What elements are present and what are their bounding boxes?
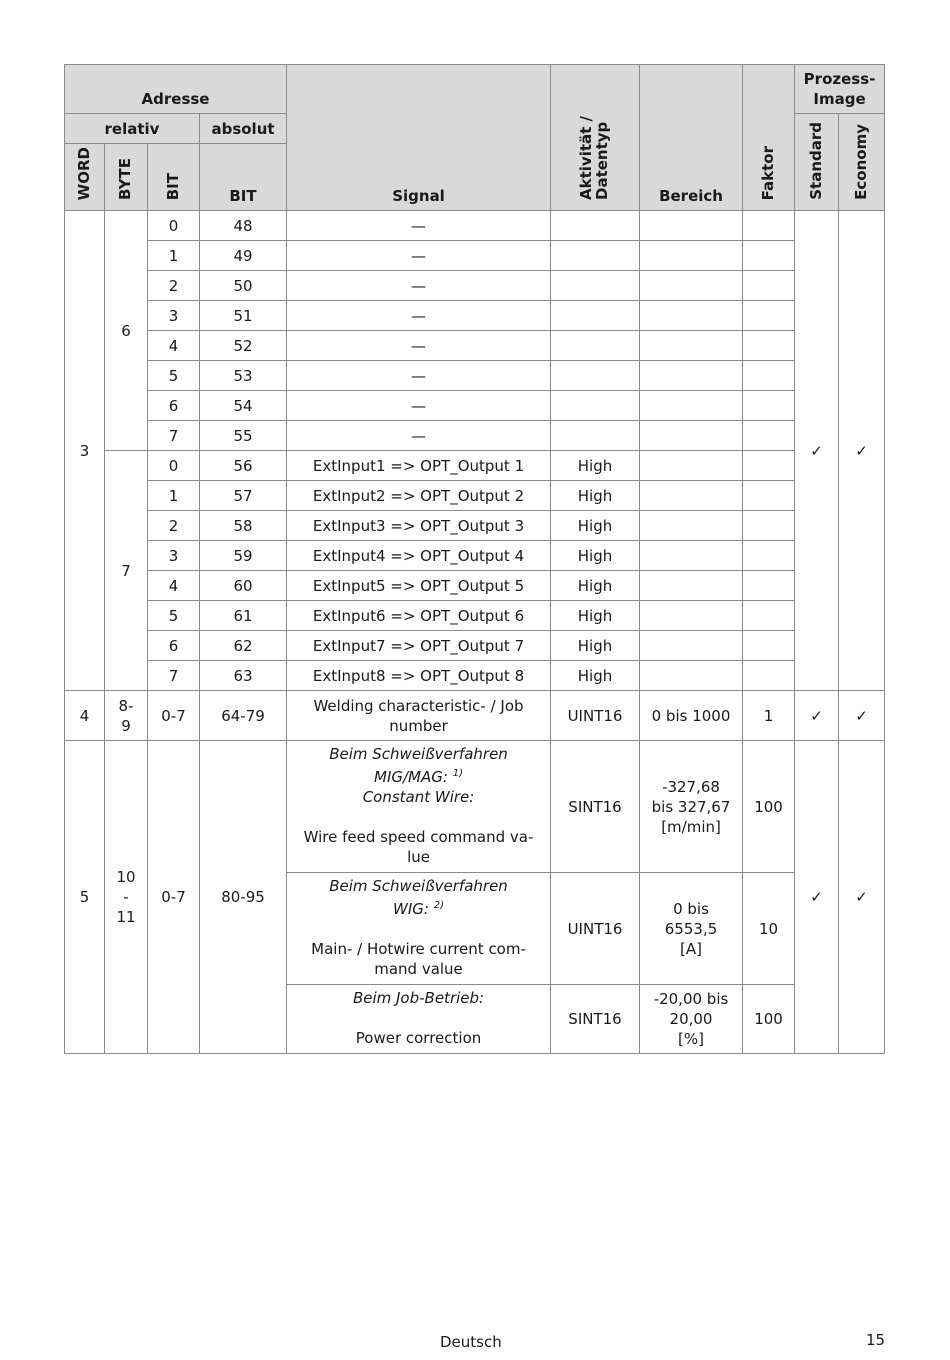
header-absolut: absolut <box>200 114 287 144</box>
signal-cell: Beim Schweißverfahren WIG: $^{2)}$ Main- / Hotwire current com- mand value <box>287 873 551 985</box>
factor-cell <box>743 391 795 421</box>
bit-cell: 3 <box>148 541 200 571</box>
factor-cell: 100 <box>743 741 795 873</box>
abs-bit-cell: 52 <box>200 331 287 361</box>
type-cell <box>551 421 640 451</box>
type-cell <box>551 211 640 241</box>
range-cell <box>640 361 743 391</box>
byte-cell: 10 - 11 <box>105 741 148 1054</box>
bit-cell: 5 <box>148 361 200 391</box>
table-row <box>65 451 885 481</box>
standard-cell <box>795 691 839 741</box>
byte-cell: 6 <box>105 211 148 451</box>
table-row <box>65 211 885 241</box>
page-number: 15 <box>866 1331 886 1349</box>
factor-cell <box>743 451 795 481</box>
table-row <box>65 391 885 421</box>
header-economy: Economy <box>839 114 885 211</box>
check-icon: ✓ <box>855 706 868 725</box>
signal-cell: — <box>287 241 551 271</box>
factor-cell <box>743 571 795 601</box>
signal-cell: Beim Job-Betrieb: Power correction <box>287 985 551 1054</box>
abs-bit-cell: 49 <box>200 241 287 271</box>
range-cell <box>640 541 743 571</box>
abs-bit-cell: 64-79 <box>200 691 287 741</box>
header-bit-relativ: BIT <box>148 144 200 211</box>
type-cell <box>551 361 640 391</box>
table-row <box>65 271 885 301</box>
abs-bit-cell: 56 <box>200 451 287 481</box>
signal-cell: ExtInput5 => OPT_Output 5 <box>287 571 551 601</box>
type-cell <box>551 241 640 271</box>
bit-cell: 0 <box>148 211 200 241</box>
abs-bit-cell: 50 <box>200 271 287 301</box>
header-aktivitaet-datentyp: Aktivität / Datentyp <box>551 65 640 211</box>
type-cell: SINT16 <box>551 985 640 1054</box>
signal-cell: ExtInput1 => OPT_Output 1 <box>287 451 551 481</box>
range-cell <box>640 421 743 451</box>
range-cell <box>640 271 743 301</box>
signal-cell: — <box>287 301 551 331</box>
range-cell <box>640 571 743 601</box>
table-row <box>65 631 885 661</box>
signal-cell: — <box>287 391 551 421</box>
range-cell <box>640 631 743 661</box>
factor-cell: 100 <box>743 985 795 1054</box>
type-cell <box>551 391 640 421</box>
header-relativ: relativ <box>65 114 200 144</box>
type-cell: High <box>551 511 640 541</box>
factor-cell <box>743 601 795 631</box>
type-cell: High <box>551 601 640 631</box>
factor-cell: 10 <box>743 873 795 985</box>
range-cell <box>640 481 743 511</box>
abs-bit-cell: 60 <box>200 571 287 601</box>
economy-cell <box>839 741 885 1054</box>
header-adresse: Adresse <box>65 65 287 114</box>
bit-cell: 2 <box>148 271 200 301</box>
table-row <box>65 361 885 391</box>
range-cell: 0 bis 6553,5 [A] <box>640 873 743 985</box>
signal-cell: ExtInput6 => OPT_Output 6 <box>287 601 551 631</box>
word-cell: 3 <box>65 211 105 691</box>
bit-cell: 2 <box>148 511 200 541</box>
standard-cell <box>795 211 839 691</box>
byte-cell: 8- 9 <box>105 691 148 741</box>
abs-bit-cell: 59 <box>200 541 287 571</box>
factor-cell <box>743 361 795 391</box>
abs-bit-cell: 54 <box>200 391 287 421</box>
abs-bit-cell: 51 <box>200 301 287 331</box>
range-cell <box>640 301 743 331</box>
header-prozess-image: Prozess- Image <box>795 65 885 114</box>
abs-bit-cell: 80-95 <box>200 741 287 1054</box>
bit-cell: 1 <box>148 481 200 511</box>
abs-bit-cell: 48 <box>200 211 287 241</box>
range-cell <box>640 211 743 241</box>
type-cell: High <box>551 631 640 661</box>
header-byte: BYTE <box>105 144 148 211</box>
footer-language: Deutsch <box>440 1333 502 1351</box>
bit-cell: 0-7 <box>148 691 200 741</box>
range-cell <box>640 661 743 691</box>
table-row <box>65 541 885 571</box>
type-cell: High <box>551 571 640 601</box>
range-cell <box>640 601 743 631</box>
check-icon: ✓ <box>855 441 868 460</box>
bit-cell: 0-7 <box>148 741 200 1054</box>
table-row <box>65 331 885 361</box>
signal-cell: — <box>287 421 551 451</box>
table-row <box>65 481 885 511</box>
word-cell: 4 <box>65 691 105 741</box>
signal-cell: — <box>287 331 551 361</box>
type-cell <box>551 331 640 361</box>
check-icon: ✓ <box>810 706 823 725</box>
table-row <box>65 571 885 601</box>
abs-bit-cell: 57 <box>200 481 287 511</box>
range-cell <box>640 391 743 421</box>
signal-cell: ExtInput7 => OPT_Output 7 <box>287 631 551 661</box>
signal-cell: Welding characteristic- / Job number <box>287 691 551 741</box>
range-cell: -20,00 bis 20,00 [%] <box>640 985 743 1054</box>
table-row <box>65 691 885 741</box>
type-cell: High <box>551 661 640 691</box>
word-cell: 5 <box>65 741 105 1054</box>
factor-cell <box>743 511 795 541</box>
header-bit-absolut: BIT <box>200 144 287 211</box>
table-row <box>65 241 885 271</box>
bit-cell: 6 <box>148 391 200 421</box>
abs-bit-cell: 61 <box>200 601 287 631</box>
factor-cell <box>743 271 795 301</box>
type-cell: UINT16 <box>551 873 640 985</box>
table-row <box>65 661 885 691</box>
factor-cell <box>743 421 795 451</box>
abs-bit-cell: 58 <box>200 511 287 541</box>
type-cell <box>551 271 640 301</box>
standard-cell <box>795 741 839 1054</box>
abs-bit-cell: 53 <box>200 361 287 391</box>
bit-cell: 7 <box>148 421 200 451</box>
type-cell: High <box>551 451 640 481</box>
range-cell <box>640 331 743 361</box>
table-row <box>65 511 885 541</box>
factor-cell: 1 <box>743 691 795 741</box>
economy-cell <box>839 211 885 691</box>
factor-cell <box>743 331 795 361</box>
header-word: WORD <box>65 144 105 211</box>
type-cell: High <box>551 481 640 511</box>
factor-cell <box>743 661 795 691</box>
header-signal: Signal <box>287 65 551 211</box>
signal-cell: ExtInput4 => OPT_Output 4 <box>287 541 551 571</box>
signal-cell: ExtInput3 => OPT_Output 3 <box>287 511 551 541</box>
signal-cell: ExtInput8 => OPT_Output 8 <box>287 661 551 691</box>
factor-cell <box>743 541 795 571</box>
table-row <box>65 601 885 631</box>
type-cell <box>551 301 640 331</box>
factor-cell <box>743 211 795 241</box>
header-bereich: Bereich <box>640 65 743 211</box>
range-cell: 0 bis 1000 <box>640 691 743 741</box>
range-cell <box>640 241 743 271</box>
bit-cell: 1 <box>148 241 200 271</box>
bit-cell: 4 <box>148 571 200 601</box>
bit-cell: 4 <box>148 331 200 361</box>
range-cell <box>640 511 743 541</box>
abs-bit-cell: 55 <box>200 421 287 451</box>
header-faktor: Faktor <box>743 65 795 211</box>
bit-cell: 6 <box>148 631 200 661</box>
range-cell: -327,68 bis 327,67 [m/min] <box>640 741 743 873</box>
type-cell: UINT16 <box>551 691 640 741</box>
factor-cell <box>743 241 795 271</box>
check-icon: ✓ <box>810 441 823 460</box>
signal-table <box>64 64 885 1054</box>
bit-cell: 7 <box>148 661 200 691</box>
type-cell: High <box>551 541 640 571</box>
table-row <box>65 741 885 873</box>
table-row <box>65 301 885 331</box>
header-standard: Standard <box>795 114 839 211</box>
range-cell <box>640 451 743 481</box>
abs-bit-cell: 63 <box>200 661 287 691</box>
factor-cell <box>743 301 795 331</box>
signal-cell: — <box>287 361 551 391</box>
bit-cell: 0 <box>148 451 200 481</box>
abs-bit-cell: 62 <box>200 631 287 661</box>
signal-cell: — <box>287 211 551 241</box>
check-icon: ✓ <box>810 888 823 906</box>
signal-cell: — <box>287 271 551 301</box>
economy-cell <box>839 691 885 741</box>
bit-cell: 5 <box>148 601 200 631</box>
table-row <box>65 421 885 451</box>
signal-cell: ExtInput2 => OPT_Output 2 <box>287 481 551 511</box>
check-icon: ✓ <box>855 888 868 906</box>
byte-cell: 7 <box>105 451 148 691</box>
signal-cell: Beim Schweißverfahren MIG/MAG: $^{1)}$ Constant Wire: Wire feed speed command va- lue <box>287 741 551 873</box>
bit-cell: 3 <box>148 301 200 331</box>
factor-cell <box>743 631 795 661</box>
factor-cell <box>743 481 795 511</box>
type-cell: SINT16 <box>551 741 640 873</box>
